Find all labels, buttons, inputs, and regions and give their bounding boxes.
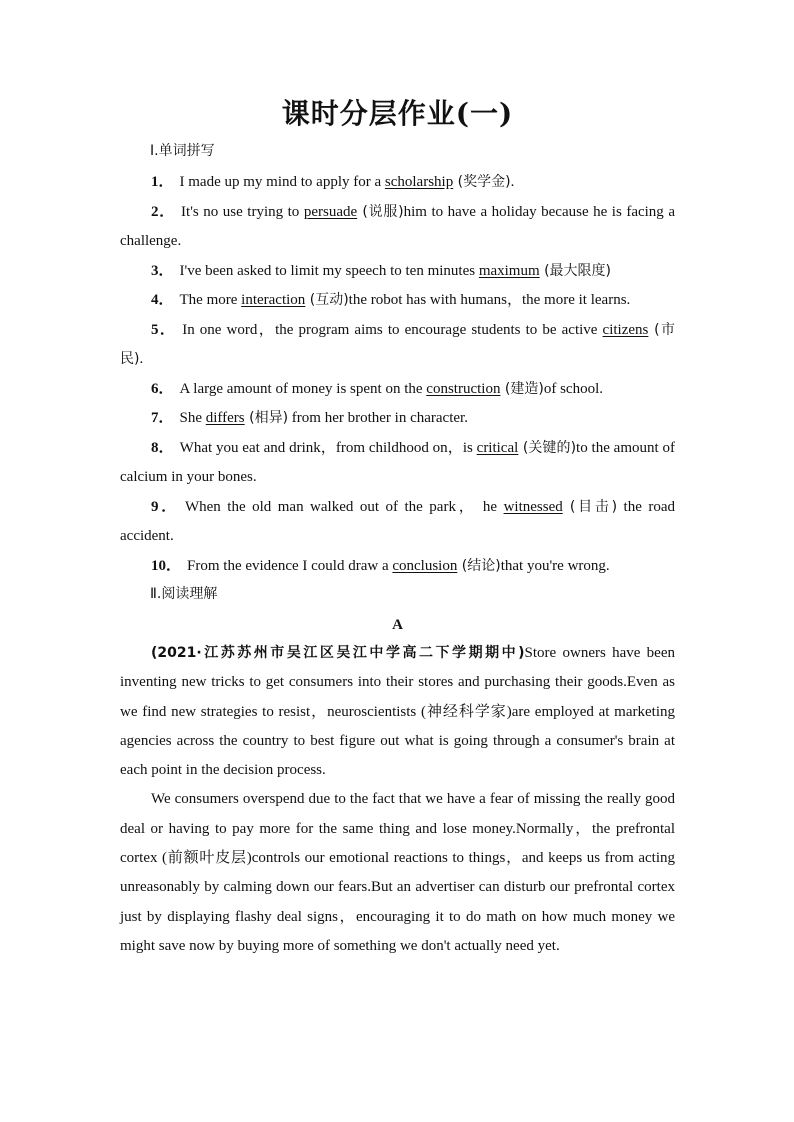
answer-word: persuade [303, 203, 358, 220]
section-heading-reading: Ⅱ.阅读理解 [150, 586, 218, 602]
list-item: 4． The more interaction (互动)the robot has with humans，the more it learns. [151, 292, 631, 308]
list-item: 3． I've been asked to limit my speech to ten minutes maximum (最大限度) [151, 262, 612, 279]
answer-word: witnessed [503, 498, 563, 515]
answer-word: conclusion [392, 557, 458, 574]
answer-word: construction [426, 380, 501, 397]
list-item: 7． She differs (相异) from her brother in character. [151, 410, 468, 426]
list-item: 6． A large amount of money is spent on the construction (建造)of school. [151, 380, 603, 397]
list-item: 8． What you eat and drink，from childhood on，is critical (关键的)to the amount of calcium in your bones. [120, 439, 675, 485]
passage-paragraph: We consumers overspend due to the fact that we have a fear of missing the really good deal or having to pay more for the same thing and lose money.Normally，the prefrontal cortex (前额叶皮层)controls our emotional reactions to things，and keeps us from acting unreasonably by calming down our fears.But an advertiser can disturb our prefrontal cortex just by displaying flashy deal signs，encouraging it to do math on how much money we might save now by buying more of something we don't actually need yet. [120, 791, 675, 954]
passage-label: A [392, 617, 403, 633]
spelling-list [120, 168, 675, 581]
list-item: 5． In one word，the program aims to encourage students to be active citizens (市民). [120, 321, 675, 367]
list-item: 10． From the evidence I could draw a conclusion (结论)that you're wrong. [151, 557, 610, 574]
answer-word: differs [205, 410, 245, 426]
answer-word: maximum [478, 262, 540, 279]
answer-word: scholarship [384, 174, 454, 190]
passage-paragraph: (2021·江苏苏州市吴江区吴江中学高二下学期期中)Store owners have been inventing new tricks to get consumers into their stores and purchasing their goods.Even as we find new strategies to resist，neuroscientists (神经科学家)are employed at marketing agencies across the country to best figure out what is going through a consumer's brain at each point in the decision process. [120, 645, 675, 779]
answer-word: critical [476, 439, 519, 456]
answer-word: citizens [602, 321, 649, 338]
section-heading-spelling: Ⅰ.单词拼写 [150, 143, 215, 159]
answer-word: interaction [241, 292, 306, 308]
list-item: 2． It's no use trying to persuade (说服)him to have a holiday because he is facing a challenge. [120, 203, 675, 249]
passage-source: (2021·江苏苏州市吴江区吴江中学高二下学期期中) [151, 645, 525, 661]
list-item: 1． I made up my mind to apply for a scholarship (奖学金). [151, 174, 515, 190]
list-item: 9． When the old man walked out of the park， he witnessed (目击) the road accident. [120, 498, 676, 544]
page-title: 课时分层作业(一) [281, 97, 514, 130]
